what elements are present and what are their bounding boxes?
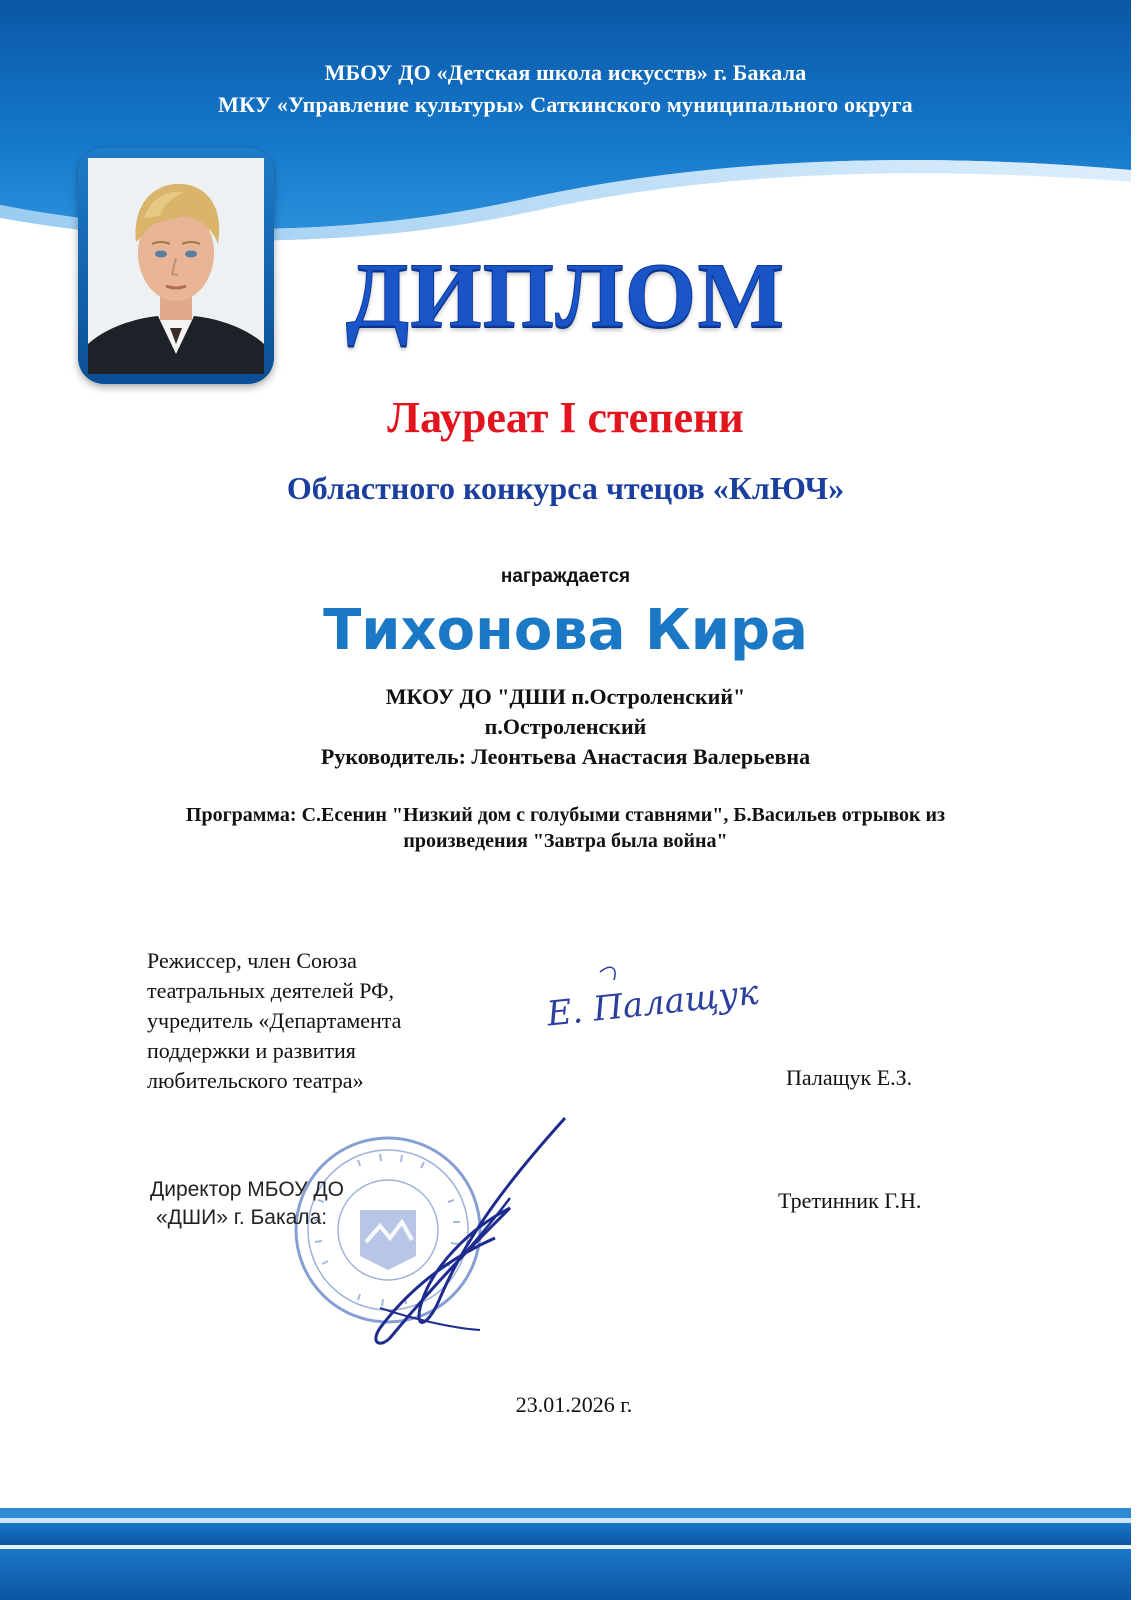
supervisor: Руководитель: Леонтьева Анастасия Валерьевна	[320, 744, 811, 769]
program-line-2: произведения "Завтра была война"	[403, 830, 728, 852]
recipient-name: Тихонова Кира	[323, 598, 808, 663]
signature-1-text: Е. Палащук	[545, 972, 761, 1035]
signatory-2-name: Третинник Г.Н.	[778, 1188, 922, 1213]
signature-1	[540, 960, 761, 1040]
signatory-1-title	[147, 946, 401, 1096]
signatory-1-name: Палащук Е.З.	[786, 1065, 913, 1090]
signatory-2-title	[150, 1176, 344, 1232]
signatory-2-title-line: «ДШИ» г. Бакала:	[156, 1206, 328, 1229]
school-name: МКОУ ДО "ДШИ п.Остроленский"	[385, 684, 746, 709]
contest-name: Областного конкурса чтецов «КлЮЧ»	[286, 470, 845, 506]
signatory-1-title-line: театральных деятелей РФ,	[147, 978, 394, 1003]
award-degree: Лауреат I степени	[387, 393, 744, 442]
signatory-2-title-line: Директор МБОУ ДО	[150, 1178, 344, 1201]
signatory-1-title-line: учредитель «Департамента	[147, 1008, 402, 1033]
header-line-2: МКУ «Управление культуры» Саткинского муниципального округа	[218, 92, 913, 117]
footer-band	[0, 1508, 1131, 1600]
signature-2	[320, 1108, 580, 1358]
issue-date: 23.01.2026 г.	[515, 1392, 633, 1417]
awarded-label: награждается	[500, 566, 631, 587]
program-line-1: Программа: С.Есенин "Низкий дом с голубыми ставнями", Б.Васильев отрывок из	[185, 804, 946, 826]
diploma-title: ДИПЛОМ	[345, 244, 786, 346]
signatory-1-title-line: поддержки и развития	[147, 1038, 356, 1063]
school-location: п.Остроленский	[484, 714, 647, 739]
signatory-1-title-line: любительского театра»	[147, 1068, 364, 1093]
signatory-1-title-line: Режиссер, член Союза	[147, 948, 357, 973]
header-line-1: МБОУ ДО «Детская школа искусств» г. Бакала	[324, 60, 807, 85]
